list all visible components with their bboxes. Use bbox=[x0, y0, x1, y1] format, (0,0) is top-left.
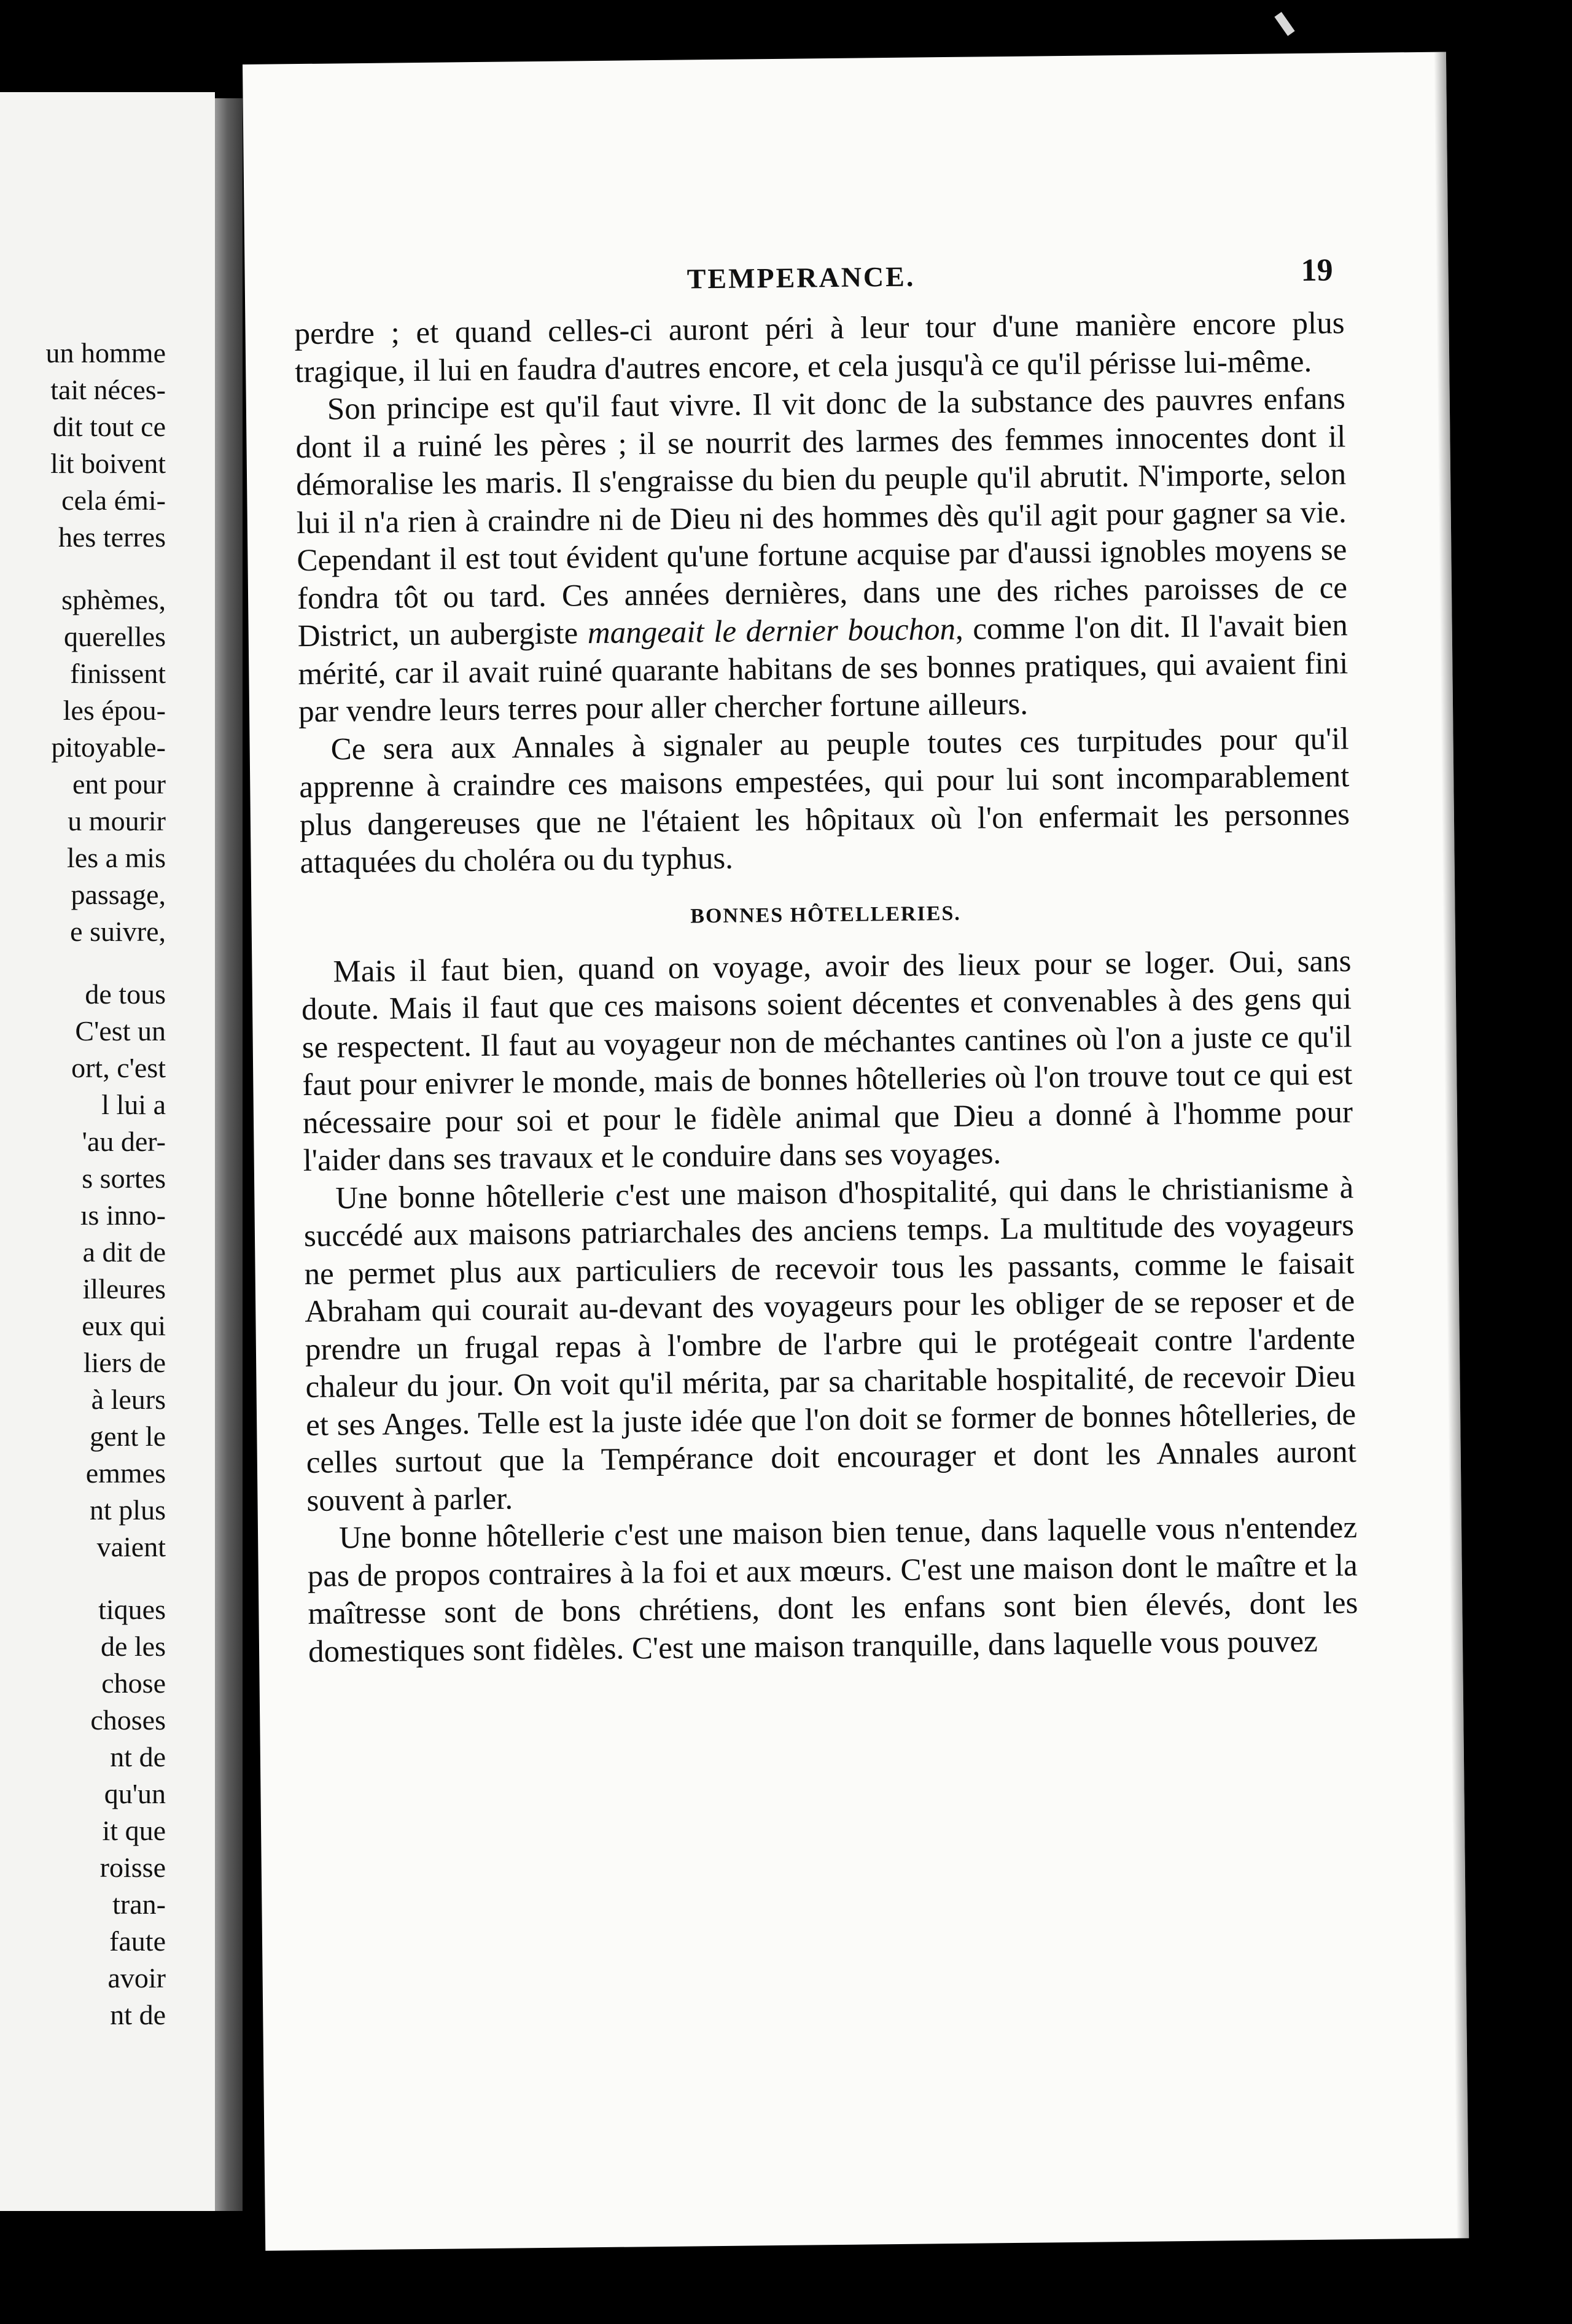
italic-phrase: mangeait le dernier bouchon bbox=[587, 612, 956, 651]
left-page-line: it que bbox=[102, 1815, 166, 1846]
left-facing-page bbox=[0, 92, 215, 2211]
left-page-line: nt de bbox=[110, 1741, 166, 1772]
left-page-line: roisse bbox=[99, 1852, 166, 1883]
left-page-line: ıs inno- bbox=[80, 1199, 166, 1231]
left-page-line bbox=[46, 1566, 166, 1591]
left-page-line: gent le bbox=[90, 1421, 166, 1452]
left-page-line bbox=[46, 950, 166, 976]
section-heading: BONNES HÔTELLERIES. bbox=[690, 902, 961, 927]
left-page-line: qu'un bbox=[104, 1778, 166, 1809]
left-page-line: les a mis bbox=[67, 842, 166, 873]
left-page-line: u mourir bbox=[68, 805, 166, 836]
right-page bbox=[243, 52, 1469, 2250]
left-page-line: nt plus bbox=[90, 1494, 166, 1526]
left-page-line: finissent bbox=[70, 658, 166, 689]
left-page-line: emmes bbox=[85, 1457, 166, 1489]
left-page-line: tran- bbox=[112, 1889, 166, 1920]
left-page-line: un homme bbox=[45, 337, 166, 368]
left-page-line: C'est un bbox=[75, 1015, 166, 1047]
left-page-text bbox=[46, 335, 166, 2033]
left-page-line: chose bbox=[101, 1667, 166, 1699]
book-gutter bbox=[215, 98, 243, 2211]
left-page-line: l lui a bbox=[101, 1089, 166, 1120]
corner-mark bbox=[1274, 12, 1294, 36]
left-page-line: choses bbox=[90, 1704, 166, 1736]
paragraph-voyage: Mais il faut bien, quand on voyage, avoir des lieux pour se loger. Oui, sans doute. Mais il faut que ces maisons soient décentes et convenables à des gens qui se respectent. Il faut au voyageur non de méchantes cantines où l'on a juste ce qu'il faut pour enivrer le monde, mais de bonnes hôtelleries où l'on trouve tout ce qui est nécessaire pour soi et pour le fidèle animal que Dieu a donné à l'homme pour l'aider dans ses travaux et le conduire dans ses voyages. bbox=[301, 943, 1353, 1179]
left-page-line: de les bbox=[100, 1631, 166, 1662]
page-number: 19 bbox=[1301, 252, 1333, 288]
page-body bbox=[294, 305, 1358, 1671]
running-head bbox=[244, 254, 1449, 310]
left-page-line: ort, c'est bbox=[71, 1052, 166, 1083]
left-page-line: lit boivent bbox=[50, 448, 166, 479]
paragraph-principe-text: Son principe est qu'il faut vivre. Il vit donc de la substance des pauvres enfans dont il a ruiné les pères ; il se nourrit des larmes des femmes innocentes dont il démoralise les maris. Il s'engraisse du bien du peuple qu'il abrutit. N'importe, selon lui il n'a rien à craindre ni de Dieu ni des hommes dès qu'il agit pour gagner sa vie. Cependant il est tout évident qu'une fortune acquise par d'aussi ignobles moyens se fondra tôt ou tard. Ces années dernières, dans une des riches paroisses de ce District, un aubergiste bbox=[295, 381, 1348, 654]
left-page-line: de tous bbox=[85, 978, 166, 1010]
left-page-line: querelles bbox=[63, 621, 166, 652]
left-page-line: illeures bbox=[82, 1273, 166, 1304]
left-page-line: les épou- bbox=[63, 695, 166, 726]
left-page-line bbox=[46, 556, 166, 582]
left-page-line: s sortes bbox=[82, 1163, 166, 1194]
left-page-line: passage, bbox=[71, 879, 166, 910]
left-page-line: faute bbox=[109, 1925, 166, 1957]
left-page-line: avoir bbox=[107, 1962, 166, 1994]
left-page-line: sphèmes, bbox=[61, 584, 166, 615]
left-page-line: nt de bbox=[110, 1999, 166, 2030]
paragraph-annales: Ce sera aux Annales à signaler au peuple toutes ces turpitudes pour qu'il apprenne à craindre ces maisons empestées, qui pour lui sont incomparablement plus dangereuses que ne l'étaient les hôpitaux où l'on enfermait les personnes attaquées du choléra ou du typhus. bbox=[299, 721, 1350, 881]
left-page-line: hes terres bbox=[58, 521, 166, 553]
left-page-line: à leurs bbox=[91, 1384, 166, 1415]
left-page-line: tait néces- bbox=[50, 374, 166, 405]
left-page-line: e suivre, bbox=[70, 916, 166, 947]
left-page-line: cela émi- bbox=[61, 485, 166, 516]
left-page-line: dit tout ce bbox=[53, 411, 166, 442]
paragraph-maison-tenue: Une bonne hôtellerie c'est une maison bien tenue, dans laquelle vous n'entendez pas de propos contraires à la foi et aux mœurs. C'est une maison dont le maître et la maîtresse sont de bons chrétiens, dont les enfans sont bien élevés, dont les domestiques sont fidèles. C'est une maison tranquille, dans laquelle vous pouvez bbox=[307, 1510, 1358, 1669]
paragraph-hospitalite: Une bonne hôtellerie c'est une maison d'hospitalité, qui dans le christianisme à succédé aux maisons patriarchales des anciens temps. La multitude des voyageurs ne permet plus aux particuliers de recevoir tous les passants, comme le faisait Abraham qui courait au-devant des voyageurs pour les obliger de se reposer et de prendre un frugal repas à l'ombre de l'arbre qui le protégeait contre l'ardente chaleur du jour. On voit qu'il mérita, par sa charitable hospitalité, de recevoir Dieu et ses Anges. Telle est la juste idée que l'on doit se former de bonnes hôtelleries, de celles surtout que la Tempérance doit encourager et dont les Annales auront souvent à parler. bbox=[303, 1170, 1357, 1518]
left-page-line: tiques bbox=[98, 1594, 166, 1625]
left-page-line: ent pour bbox=[72, 768, 166, 800]
left-page-line: 'au der- bbox=[82, 1126, 166, 1157]
paragraph-principe-end: , comme l'on dit. Il l'avait bien mérité, car il avait ruiné quarante habitans de ses bonnes pratiques, qui avaient fini par vendre leurs terres pour aller chercher fortune ailleurs. bbox=[298, 608, 1348, 730]
running-title: TEMPERANCE. bbox=[687, 260, 916, 295]
left-page-line: a dit de bbox=[82, 1236, 166, 1268]
paragraph-principe bbox=[295, 380, 1349, 731]
left-page-line: pitoyable- bbox=[51, 731, 166, 763]
paragraph-continuation: perdre ; et quand celles-ci auront péri à leur tour d'une manière encore plus tragique, il lui en faudra d'autres encore, et cela jusqu'à ce qu'il périsse lui-même. bbox=[294, 306, 1345, 389]
left-page-line: eux qui bbox=[82, 1310, 166, 1341]
left-page-line: vaient bbox=[96, 1531, 166, 1562]
left-page-line: liers de bbox=[83, 1347, 166, 1378]
